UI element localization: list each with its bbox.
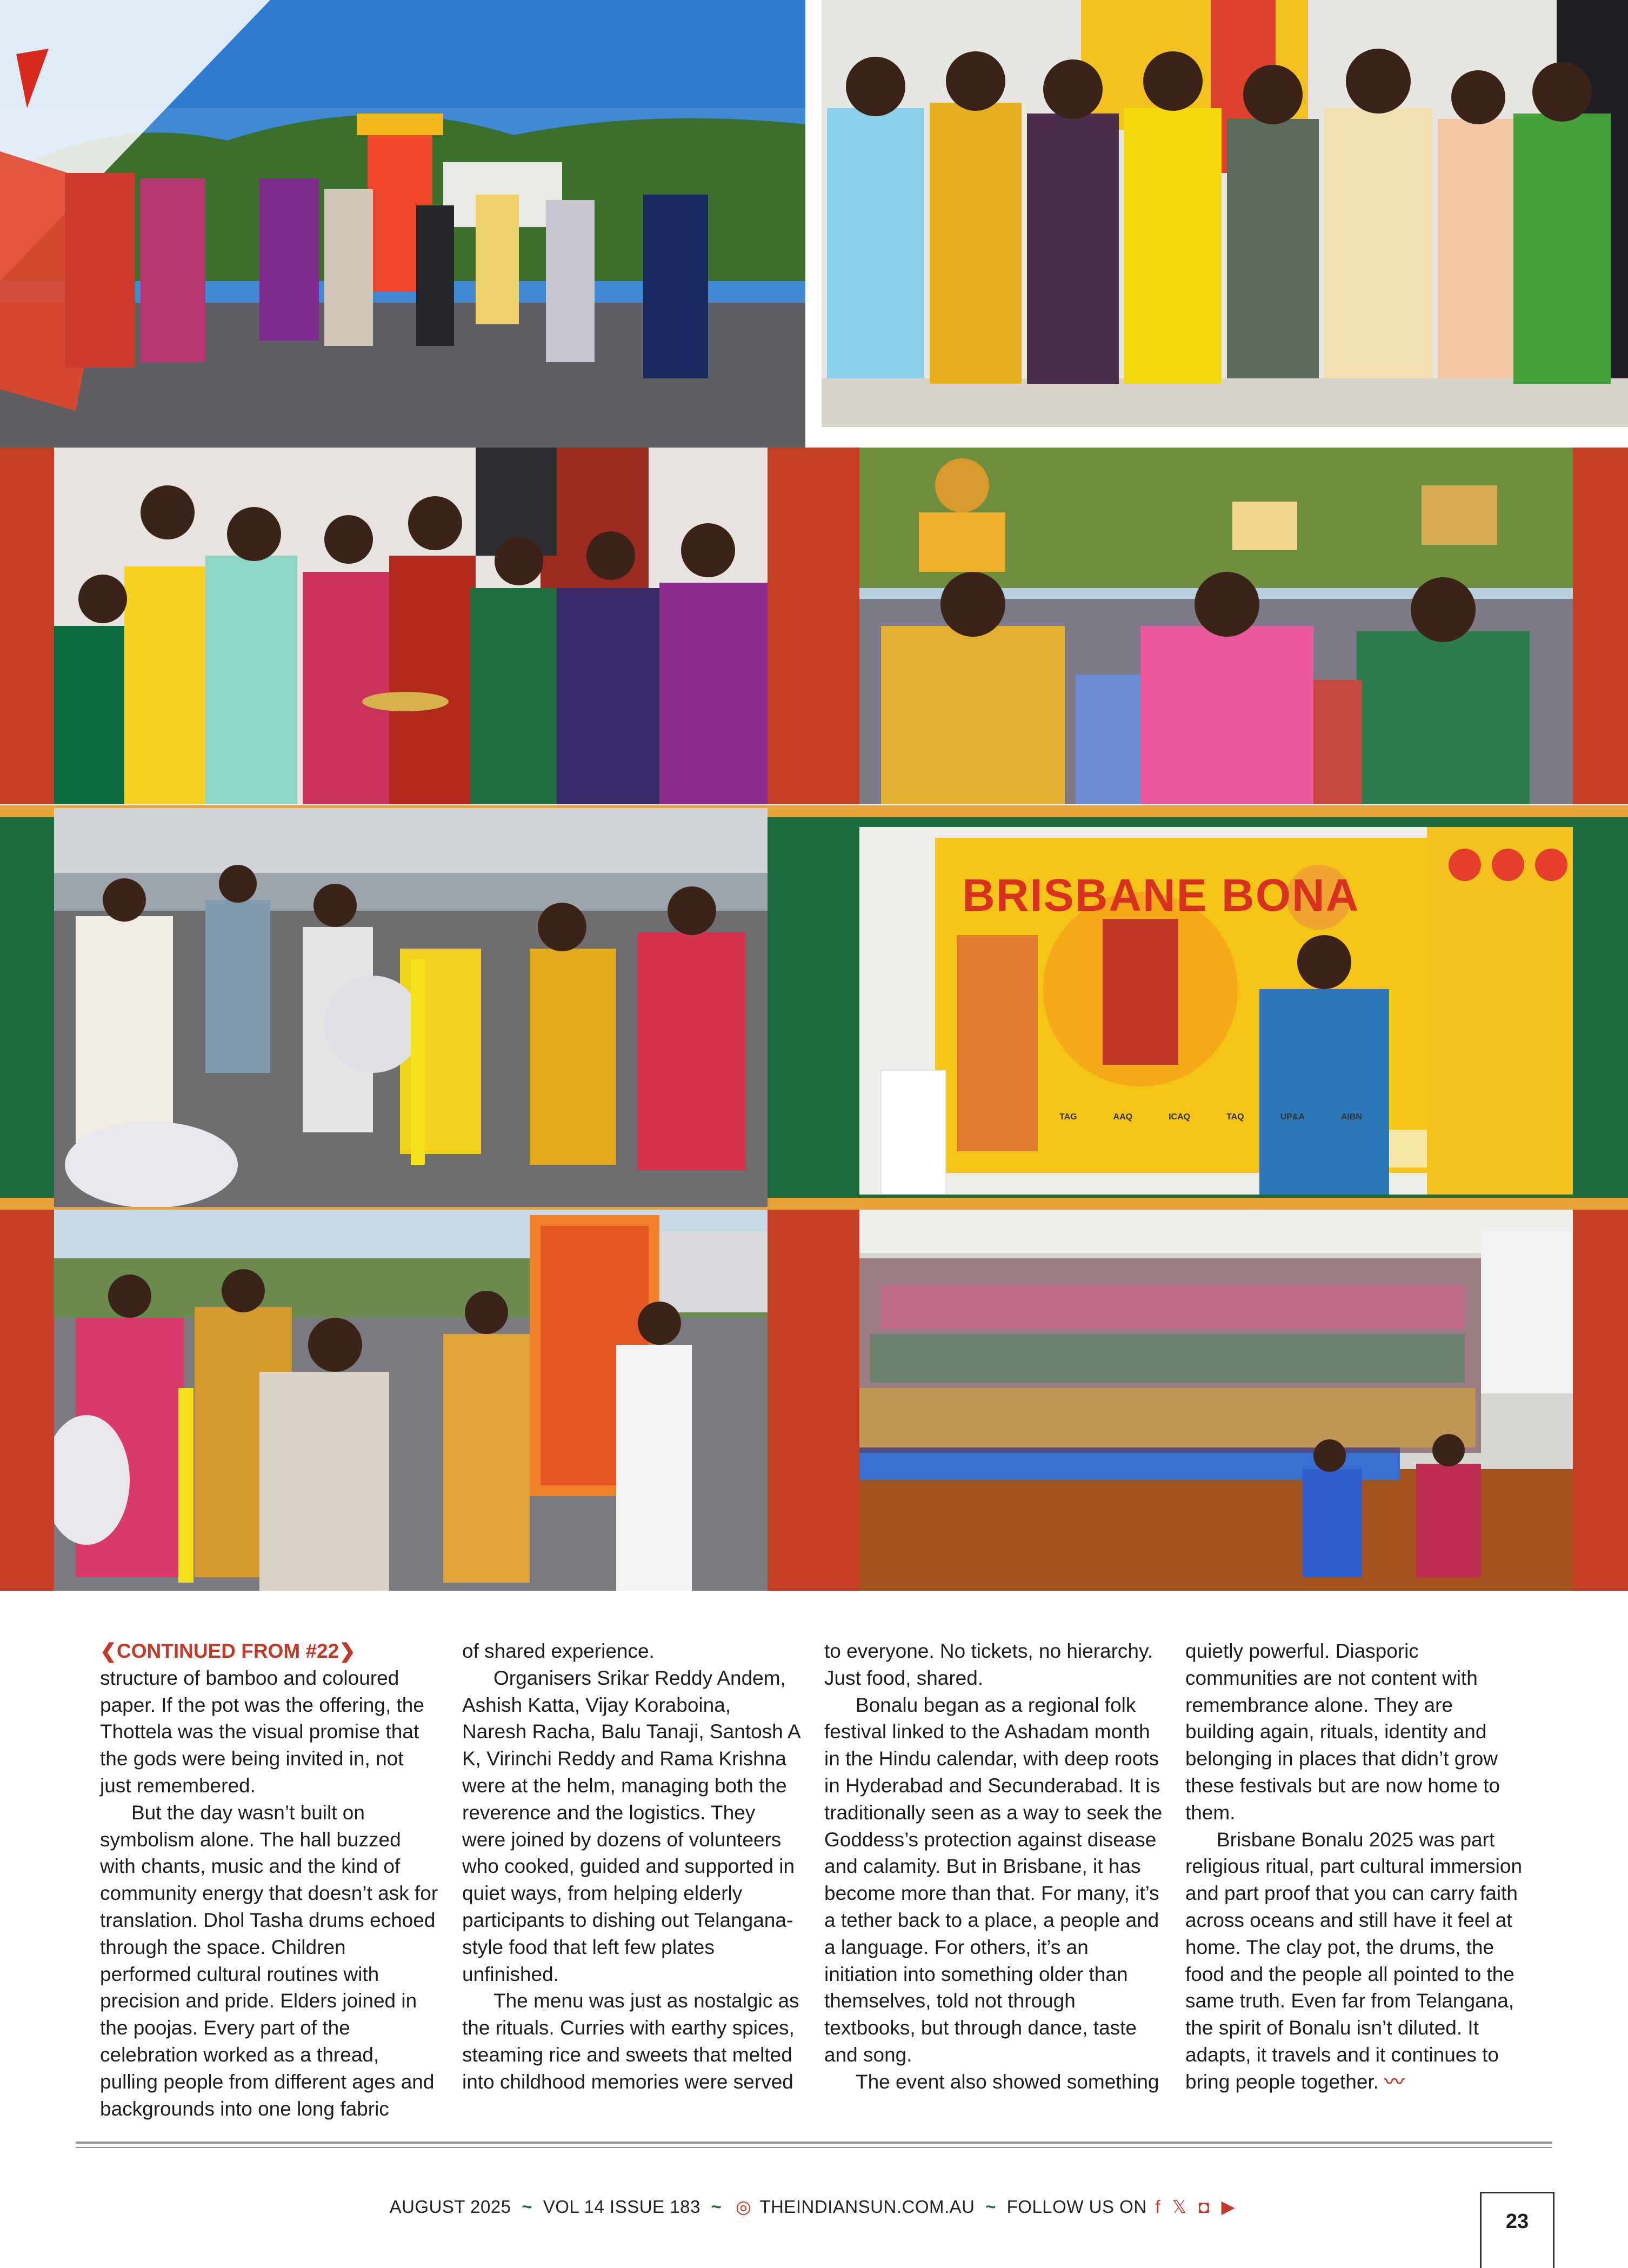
x-icon[interactable]: 𝕏 (1172, 2197, 1187, 2217)
article-text: Brisbane Bonalu 2025 was part religious ritual, part cultural immersion and part proof that you can carry faith across oceans and still have it feel at home. The clay pot, the drums, the food and the people all pointed to the same truth. Even far from Telangana, the spirit of Bonalu isn’t diluted. It adapts, it travels and it continues to bring people together. (1185, 1828, 1523, 2093)
article-paragraph (100, 1638, 438, 1799)
facebook-icon[interactable]: f (1155, 2197, 1160, 2217)
article-body (100, 1638, 1527, 2120)
instagram-icon[interactable]: ◘ (1198, 2197, 1210, 2217)
footer-rule (76, 2142, 1552, 2144)
banner-logo-label: TAG (1059, 1112, 1077, 1122)
article-paragraph: But the day wasn’t built on symbolism alone. The hall buzzed with chants, music and the kind of community energy that doesn’t ask for translation. Dhol Tasha drums echoed through the space. Children performed cultural routines with precision and pride. Elders joined in the poojas. Every part of the celebration worked as a thread, pulling people from different ages and backgrounds into one long fabric (100, 1801, 438, 2120)
article-paragraph: Organisers Srikar Reddy Andem, Ashish Katta, Vijay Koraboina, Naresh Racha, Balu Tanaji, Santosh A K, Virinchi Reddy and Rama Krishna were at the helm, managing both the reverence and the logistics. They were joined by dozens of volunteers who cooked, guided and supported in quiet ways, from helping elderly participants to dishing out Telangana-style food that left few plates unfinished. (462, 1666, 800, 1985)
separator-icon: ~ (711, 2197, 722, 2217)
photo-organisers-group (822, 0, 1628, 427)
photo-lamp-lighting (54, 448, 768, 804)
banner-logo-label: TAQ (1226, 1112, 1244, 1122)
photo-hall-crowd (859, 1210, 1573, 1591)
globe-icon: ◎ (735, 2197, 752, 2217)
banner-logo-label: AAQ (1113, 1112, 1133, 1122)
banner-logo-label: ICAQ (1169, 1112, 1191, 1122)
volume-issue: VOL 14 ISSUE 183 (543, 2197, 700, 2217)
photo-women-pots (859, 448, 1573, 804)
separator-icon: ~ (522, 2197, 533, 2217)
article-paragraph: quietly powerful. Diasporic communities are not content with remembrance alone. They are building again, rituals, identity and belonging in places that didn’t grow these festivals but are now home to them. (1185, 1640, 1500, 1824)
article-paragraph: of shared experience. (462, 1640, 655, 1662)
footer-rule (76, 2147, 1552, 2148)
article-paragraph: to everyone. No tickets, no hierarchy. Just food, shared. (824, 1640, 1153, 1689)
banner-logo-label: AIBN (1340, 1112, 1362, 1122)
article-paragraph: Bonalu began as a regional folk festival linked to the Ashadam month in the Hindu calendar, with deep roots in Hyderabad and Secunderabad. It is traditionally seen as a way to seek the Goddess’s protection against disease and calamity. But in Brisbane, it has become more than that. For many, it’s a tether back to a place, a people and a language. For others, it’s an initiation into something older than themselves, told not through textbooks, but through dance, taste and song. (824, 1693, 1163, 2066)
page-number: 23 (1480, 2192, 1554, 2268)
follow-label: FOLLOW US ON (1006, 2197, 1147, 2217)
chevron-right-icon: ❯ (339, 1640, 356, 1662)
footer (0, 2196, 1628, 2217)
photo-dhol-tasha (54, 808, 768, 1207)
article-column-3 (824, 1638, 1163, 2096)
website-link[interactable]: THEINDIANSUN.COM.AU (759, 2197, 975, 2217)
continued-from-label: CONTINUED FROM #22 (117, 1640, 339, 1662)
article-column-4 (1185, 1638, 1524, 2096)
article-column-1 (100, 1638, 438, 2122)
photo-bonalu-banner (859, 827, 1573, 1195)
article-text: structure of bamboo and coloured paper. If the pot was the offering, the Thottela was the visual promise that the gods were being invited in, not just remembered. (100, 1666, 424, 1797)
article-paragraph (1185, 1826, 1524, 2096)
issue-date: AUGUST 2025 (389, 2197, 511, 2217)
youtube-icon[interactable]: ▶ (1221, 2197, 1236, 2217)
article-paragraph: The menu was just as nostalgic as the rituals. Curries with earthy spices, steaming rice and sweets that melted into childhood memories were served (462, 1990, 799, 2093)
banner-logo-label: UP&A (1280, 1112, 1305, 1122)
banner-title: BRISBANE BONA (962, 870, 1360, 920)
separator-icon: ~ (985, 2197, 996, 2217)
photo-thottela-procession (54, 1210, 768, 1591)
banner-logos (1059, 1112, 1362, 1122)
article-paragraph: The event also showed something (856, 2070, 1159, 2093)
article-column-2 (462, 1638, 800, 2096)
photo-procession-street (0, 0, 805, 448)
chevron-left-icon: ❮ (100, 1640, 117, 1662)
end-mark-icon: 〰 (1384, 2070, 1405, 2093)
